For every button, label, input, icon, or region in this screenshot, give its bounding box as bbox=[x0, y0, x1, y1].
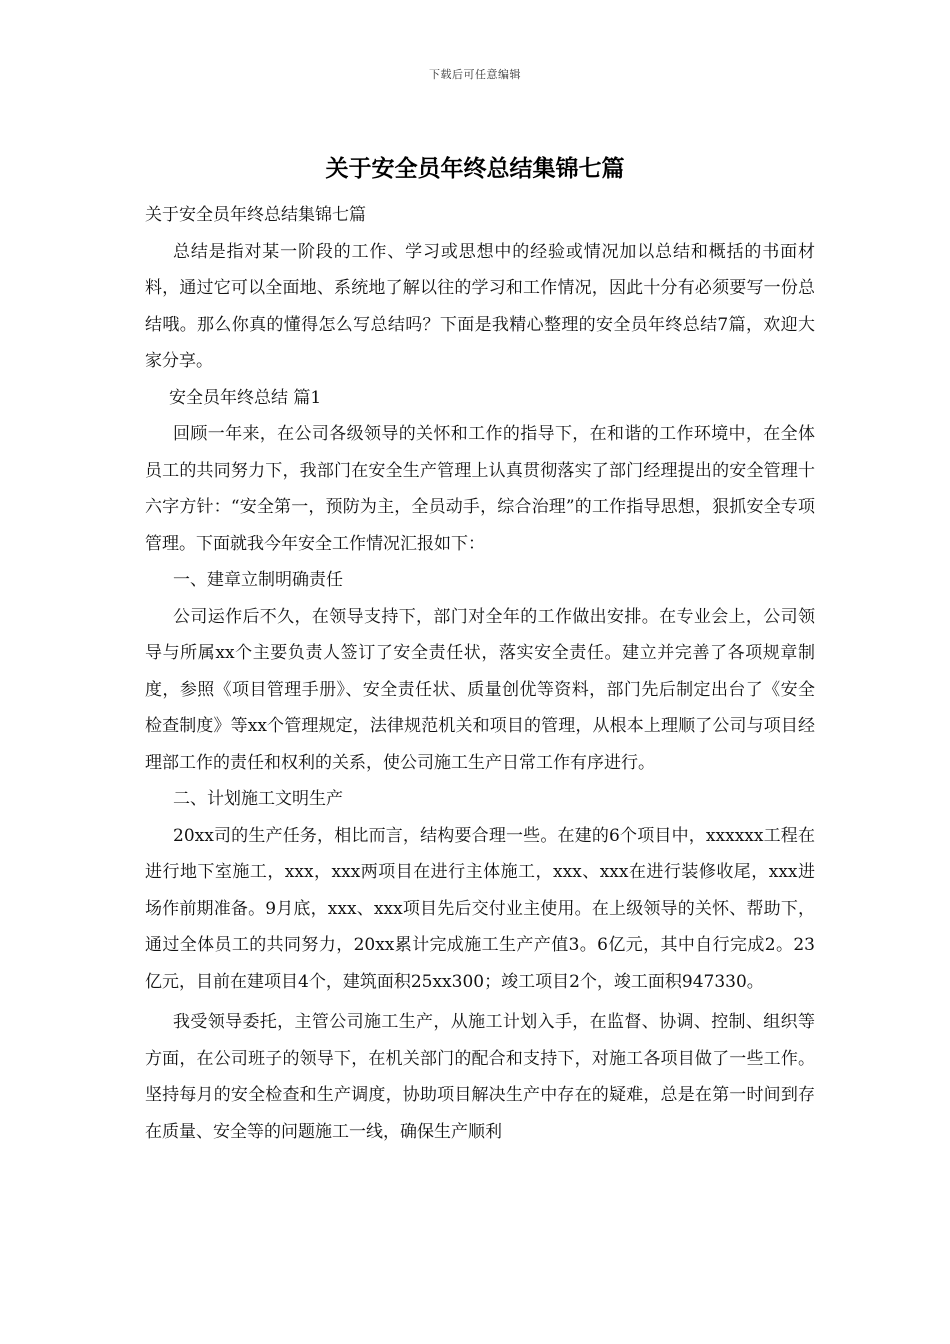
review-paragraph: 回顾一年来，在公司各级领导的关怀和工作的指导下，在和谐的工作环境中，在全体员工的共同努力下，我部门在安全生产管理上认真贯彻落实了部门经理提出的安全管理十六字方针：“安全第一，预防为主，全员动手，综合治理”的工作指导思想，狠抓安全专项管理。下面就我今年安全工作情况汇报如下： bbox=[145, 424, 815, 554]
planning-paragraph: 20xx司的生产任务，相比而言，结构要合理一些。在建的6个项目中，xxxxxx工程在进行地下室施工，xxx，xxx两项目在进行主体施工，xxx、xxx在进行装修收尾，xxx进场作前期准备。9月底，xxx、xxx项目先后交付业主使用。在上级领导的关怀、帮助下，通过全体员工的共同努力，20xx累计完成施工生产产值3。6亿元，其中自行完成2。23亿元，目前在建项目4个，建筑面积25xx300；竣工项目2个，竣工面积947330。 bbox=[145, 825, 815, 992]
section-heading-part1: 安全员年终总结 篇1 bbox=[169, 387, 322, 408]
document-title: 关于安全员年终总结集锦七篇 bbox=[325, 155, 625, 182]
subheading-planning: 二、计划施工文明生产 bbox=[173, 789, 343, 809]
document-body bbox=[145, 197, 815, 1150]
intro-paragraph: 总结是指对某一阶段的工作、学习或思想中的经验或情况加以总结和概括的书面材料，通过它可以全面地、系统地了解以往的学习和工作情况，因此十分有必须要写一份总结哦。那么你真的懂得怎么写总结吗？下面是我精心整理的安全员年终总结7篇，欢迎大家分享。 bbox=[145, 241, 815, 371]
subheading-rules: 一、建章立制明确责任 bbox=[173, 570, 343, 590]
supervision-paragraph: 我受领导委托，主管公司施工生产，从施工计划入手，在监督、协调、控制、组织等方面，在公司班子的领导下，在机关部门的配合和支持下，对施工各项目做了一些工作。坚持每月的安全检查和生产调度，协助项目解决生产中存在的疑难，总是在第一时间到存在质量、安全等的问题施工一线，确保生产顺利 bbox=[145, 1012, 815, 1142]
header-note: 下载后可任意编辑 bbox=[429, 68, 521, 81]
rules-paragraph: 公司运作后不久，在领导支持下，部门对全年的工作做出安排。在专业会上，公司领导与所属xx个主要负责人签订了安全责任状，落实安全责任。建立并完善了各项规章制度，参照《项目管理手册》、安全责任状、质量创优等资料，部门先后制定出台了《安全检查制度》等xx个管理规定，法律规范机关和项目的管理，从根本上理顺了公司与项目经理部工作的责任和权利的关系，使公司施工生产日常工作有序进行。 bbox=[145, 606, 815, 773]
subtitle-line: 关于安全员年终总结集锦七篇 bbox=[145, 205, 366, 225]
